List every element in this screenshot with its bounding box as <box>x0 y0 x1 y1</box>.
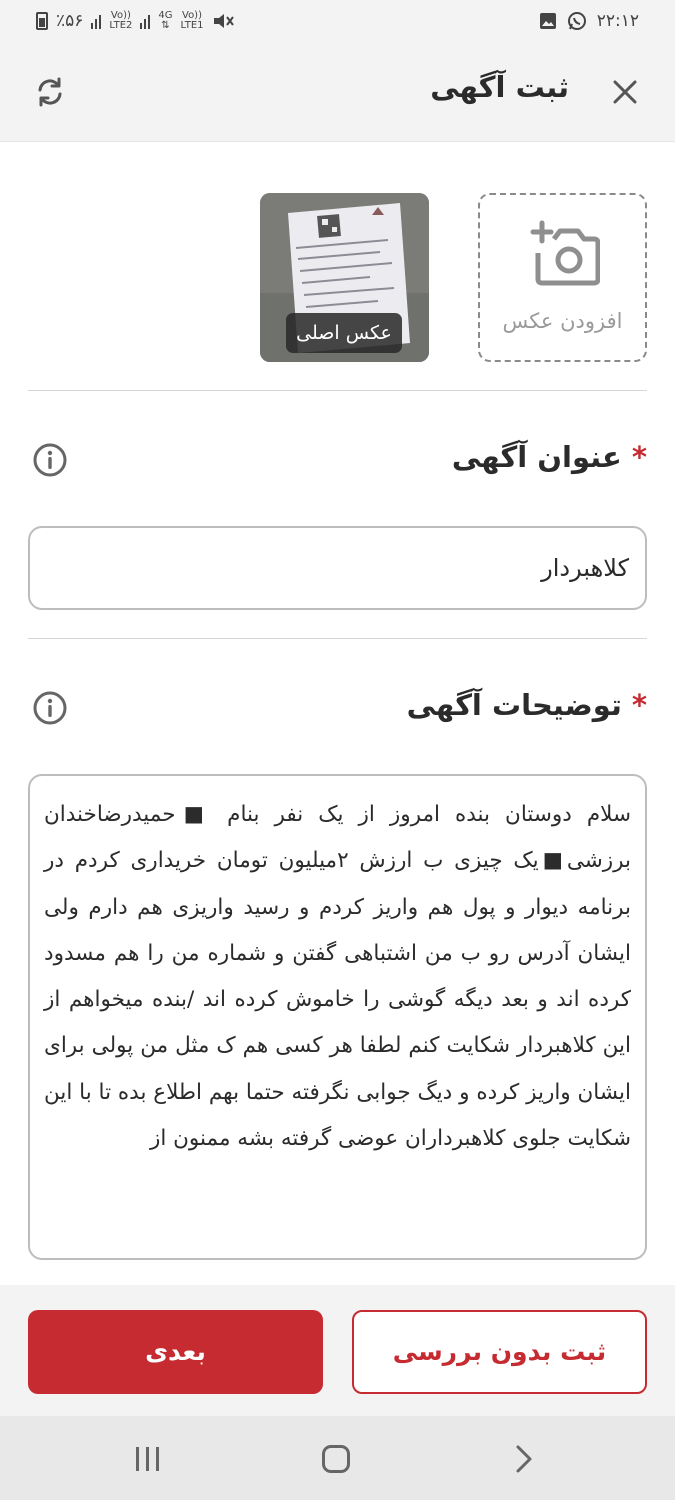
home-icon[interactable] <box>322 1445 350 1473</box>
clock: ۲۲:۱۲ <box>596 11 639 31</box>
signal-icon-2 <box>140 13 150 29</box>
recents-icon[interactable] <box>134 1446 162 1472</box>
status-right <box>539 11 639 31</box>
add-camera-icon <box>528 219 600 287</box>
divider <box>28 390 647 391</box>
system-nav-bar <box>0 1416 675 1500</box>
status-left <box>36 11 234 31</box>
close-icon[interactable] <box>611 78 639 106</box>
required-mark: * <box>631 440 647 474</box>
title-field-label <box>452 440 647 474</box>
description-textarea[interactable] <box>28 774 647 1260</box>
battery-icon <box>36 12 48 30</box>
page-title: ثبت آگهی <box>430 70 569 104</box>
photo-thumbnail[interactable] <box>260 193 429 362</box>
add-photo-button[interactable] <box>478 193 647 362</box>
signal-icon <box>91 13 101 29</box>
info-icon[interactable] <box>32 690 68 726</box>
app-header <box>0 42 675 142</box>
network-indicator-2: Vo)) LTE2 <box>109 10 133 31</box>
title-input[interactable]: کلاهبردار <box>28 526 647 610</box>
network-indicator-1: Vo)) LTE1 <box>180 10 204 31</box>
refresh-icon[interactable] <box>32 74 68 110</box>
divider <box>28 638 647 639</box>
title-label-text: عنوان آگهی <box>451 440 622 474</box>
mute-icon <box>212 12 234 30</box>
status-bar <box>0 0 675 42</box>
submit-without-review-button[interactable]: ثبت بدون بررسی <box>352 1310 647 1394</box>
data-indicator: 4G ⇅ <box>158 10 173 31</box>
bottom-action-bar <box>0 1285 675 1416</box>
main-photo-badge: عکس اصلی <box>286 313 402 353</box>
description-label-text: توضیحات آگهی <box>406 688 622 722</box>
back-icon[interactable] <box>514 1444 534 1474</box>
whatsapp-icon <box>567 11 587 31</box>
next-button[interactable]: بعدی <box>28 1310 323 1394</box>
required-mark: * <box>631 688 647 722</box>
battery-level: ٪۵۶ <box>56 11 84 31</box>
description-field-label <box>407 688 647 722</box>
description-text: سلام دوستان بنده امروز از یک نفر بنام ■حمیدرضاخندان برزشی■یک چیزی ب ارزش ۲میلیون تومان خریداری کردم در برنامه دیوار و پول هم واریز کردم و رسید واریزی هم دارم ولی ایشان آدرس رو ب من اشتباهی گفتن و شماره من را هم مسدود کرده اند و بعد دیگه گوشی را خاموش کرده اند /بنده میخواهم از این کلاهبردار شکایت کنم لطفا هر کسی هم ک مثل من پولی برای ایشان واریز کرده و دیگ جوابی نگرفته حتما بهم اطلاع بده تا با این شکایت جلوی کلاهبرداران عوضی گرفته بشه ممنون از <box>37 802 631 1152</box>
info-icon[interactable] <box>32 442 68 478</box>
gallery-icon <box>539 12 557 30</box>
add-photo-label: افزودن عکس <box>502 309 623 333</box>
